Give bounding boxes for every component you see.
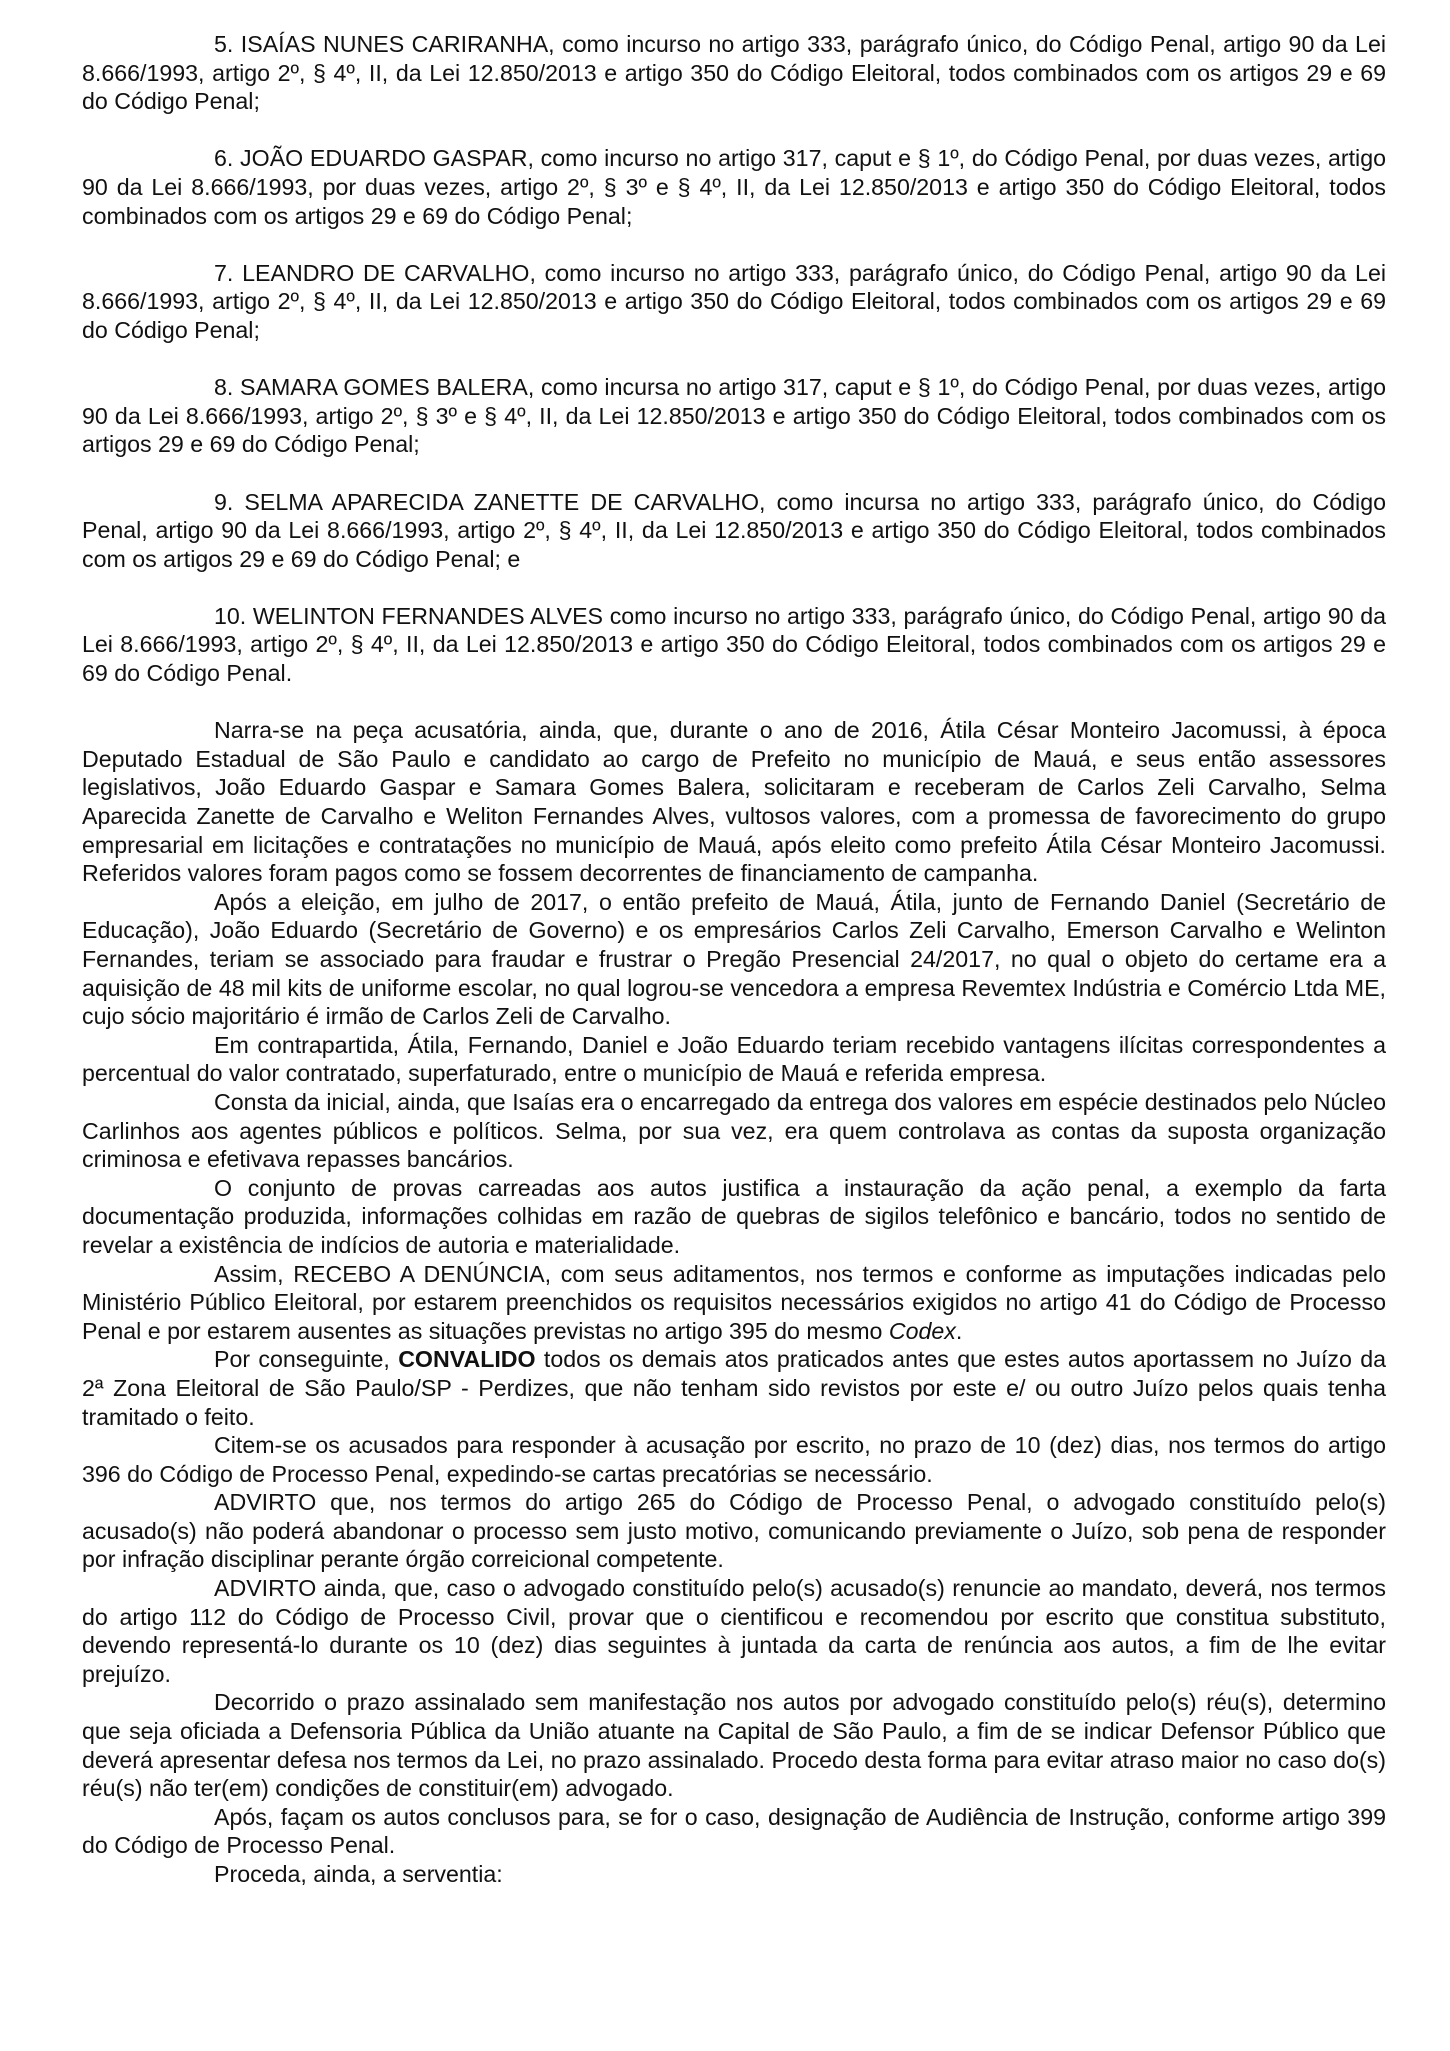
defendant-item-7 [82, 259, 1386, 345]
paragraph-counterpart: Em contrapartida, Átila, Fernando, Daniel e João Eduardo teriam recebido vantagens ilícitas correspondentes a percentual do valor contratado, superfaturado, entre o município de Mauá e referida empresa. [82, 1031, 1386, 1087]
item-text: 5. ISAÍAS NUNES CARIRANHA, como incurso no artigo 333, parágrafo único, do Código Penal, artigo 90 da Lei 8.666/1993, artigo 2º, § 4º, II, da Lei 12.850/2013 e artigo 350 do Código Eleitoral, todos combinados com os artigos 29 e 69 do Código Penal; [82, 31, 1386, 115]
defendant-item-8 [82, 373, 1386, 459]
text-run-italic: Codex [888, 1317, 956, 1344]
paragraph-narrative: Narra-se na peça acusatória, ainda, que, durante o ano de 2016, Átila César Monteiro Jacomussi, à época Deputado Estadual de São Paulo e candidato ao cargo de Prefeito no município de Mauá, e seus então assessores legislativos, João Eduardo Gaspar e Samara Gomes Balera, solicitaram e receberam de Carlos Zeli Carvalho, Selma Aparecida Zanette de Carvalho e Weliton Fernandes Alves, vultosos valores, com a promessa de favorecimento do grupo empresarial em licitações e contratações no município de Mauá, após eleito como prefeito Átila César Monteiro Jacomussi. Referidos valores foram pagos como se fossem decorrentes de financiamento de campanha. [82, 717, 1386, 887]
item-text: 6. JOÃO EDUARDO GASPAR, como incurso no artigo 317, caput e § 1º, do Código Penal, por duas vezes, artigo 90 da Lei 8.666/1993, por duas vezes, artigo 2º, § 3º e § 4º, II, da Lei 12.850/2013 e artigo 350 do Código Eleitoral, todos combinados com os artigos 29 e 69 do Código Penal; [82, 145, 1386, 229]
paragraph-warning-1: ADVIRTO que, nos termos do artigo 265 do Código de Processo Penal, o advogado constituído pelo(s) acusado(s) não poderá abandonar o processo sem justo motivo, comunicando previamente o Juízo, sob pena de responder por infração disciplinar perante órgão correicional competente. [82, 1489, 1386, 1573]
paragraph-validate [82, 1345, 1386, 1431]
paragraph-post-election: Após a eleição, em julho de 2017, o então prefeito de Mauá, Átila, junto de Fernando Daniel (Secretário de Educação), João Eduardo (Secretário de Governo) e os empresários Carlos Zeli Carvalho, Emerson Carvalho e Welinton Fernandes, teriam se associado para fraudar e frustrar o Pregão Presencial 24/2017, no qual o objeto do certame era a aquisição de 48 mil kits de uniforme escolar, no qual logrou-se vencedora a empresa Revemtex Indústria e Comércio Ltda ME, cujo sócio majoritário é irmão de Carlos Zeli de Carvalho. [82, 888, 1386, 1030]
paragraph-summon: Citem-se os acusados para responder à acusação por escrito, no prazo de 10 (dez) dias, nos termos do artigo 396 do Código de Processo Penal, expedindo-se cartas precatórias se necessário. [82, 1432, 1386, 1487]
text-run: todos os demais atos praticados antes que estes autos aportassem no Juízo da 2ª Zona Eleitoral de São Paulo/SP - Perdizes, que não tenham sido revistos por este e/ ou outro Juízo pelos quais tenha tramitado o feito. [82, 1346, 1386, 1430]
item-text: 10. WELINTON FERNANDES ALVES como incurso no artigo 333, parágrafo único, do Código Penal, artigo 90 da Lei 8.666/1993, artigo 2º, § 4º, II, da Lei 12.850/2013 e artigo 350 do Código Eleitoral, todos combinados com os artigos 29 e 69 do Código Penal. [82, 602, 1386, 687]
decision-body [82, 716, 1386, 1888]
paragraph-initial: Consta da inicial, ainda, que Isaías era o encarregado da entrega dos valores em espécie destinados pelo Núcleo Carlinhos aos agentes públicos e políticos. Selma, por sua vez, era quem controlava as contas da suposta organização criminosa e efetivava repasses bancários. [82, 1088, 1386, 1173]
text-run: . [955, 1317, 963, 1344]
item-text: 9. SELMA APARECIDA ZANETTE DE CARVALHO, como incursa no artigo 333, parágrafo único, do Código Penal, artigo 90 da Lei 8.666/1993, artigo 2º, § 4º, II, da Lei 12.850/2013 e artigo 350 do Código Eleitoral, todos combinados com os artigos 29 e 69 do Código Penal; e [82, 488, 1386, 572]
paragraph-public-defender: Decorrido o prazo assinalado sem manifestação nos autos por advogado constituído pelo(s) réu(s), determino que seja oficiada a Defensoria Pública da União atuante na Capital de São Paulo, a fim de se indicar Defensor Público que deverá apresentar defesa nos termos da Lei, no prazo assinalado. Procedo desta forma para evitar atraso maior no caso do(s) réu(s) não ter(em) condições de constituir(em) advogado. [82, 1689, 1386, 1802]
defendant-item-10 [82, 602, 1386, 688]
item-text: 8. SAMARA GOMES BALERA, como incursa no artigo 317, caput e § 1º, do Código Penal, por duas vezes, artigo 90 da Lei 8.666/1993, artigo 2º, § 3º e § 4º, II, da Lei 12.850/2013 e artigo 350 do Código Eleitoral, todos combinados com os artigos 29 e 69 do Código Penal; [82, 374, 1386, 458]
paragraph-receive-complaint [82, 1260, 1386, 1346]
text-run-bold: CONVALIDO [398, 1346, 536, 1373]
defendant-item-6 [82, 144, 1386, 230]
paragraph-proceed: Proceda, ainda, a serventia: [214, 1861, 503, 1887]
paragraph-conclusion: Após, façam os autos conclusos para, se for o caso, designação de Audiência de Instrução, conforme artigo 399 do Código de Processo Penal. [82, 1803, 1386, 1859]
text-run: Por conseguinte, [214, 1346, 399, 1373]
text-run: Assim, RECEBO A DENÚNCIA, com seus aditamentos, nos termos e conforme as imputações indicadas pelo Ministério Público Eleitoral, por estarem preenchidos os requisitos necessários exigidos no artigo 41 do Código de Processo Penal e por estarem ausentes as situações previstas no artigo 395 do mesmo [82, 1260, 1386, 1344]
defendant-item-9 [82, 488, 1386, 574]
item-text: 7. LEANDRO DE CARVALHO, como incurso no artigo 333, parágrafo único, do Código Penal, artigo 90 da Lei 8.666/1993, artigo 2º, § 4º, II, da Lei 12.850/2013 e artigo 350 do Código Eleitoral, todos combinados com os artigos 29 e 69 do Código Penal; [82, 259, 1386, 343]
paragraph-evidence: O conjunto de provas carreadas aos autos justifica a instauração da ação penal, a exemplo da farta documentação produzida, informações colhidas em razão de quebras de sigilos telefônico e bancário, todos no sentido de revelar a existência de indícios de autoria e materialidade. [82, 1174, 1386, 1258]
paragraph-warning-2: ADVIRTO ainda, que, caso o advogado constituído pelo(s) acusado(s) renuncie ao mandato, deverá, nos termos do artigo 112 do Código de Processo Civil, provar que o cientificou e recomendou por escrito que constitua substituto, devendo representá-lo durante os 10 (dez) dias seguintes à juntada da carta de renúncia aos autos, a fim de lhe evitar prejuízo. [82, 1575, 1386, 1687]
defendant-item-5 [82, 30, 1386, 116]
document-page [82, 30, 1386, 1889]
